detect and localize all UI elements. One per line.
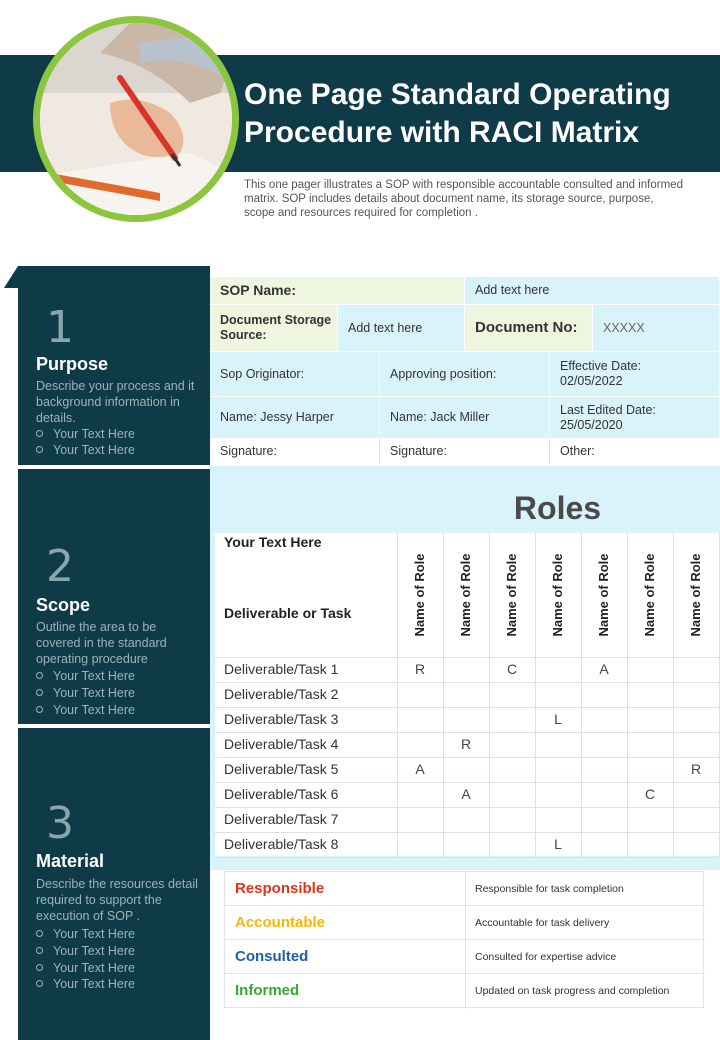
storage-label: Document Storage Source:	[210, 305, 338, 352]
task-label: Deliverable/Task 1	[224, 661, 339, 677]
bullet-icon	[36, 947, 43, 954]
bullet-icon	[36, 930, 43, 937]
page-subtitle: This one pager illustrates a SOP with responsible accountable consulted and informed matrix. SOP includes details about document name, its storage source, purpose, scope and resources required for completion .	[244, 179, 683, 219]
bullet-item: Your Text Here	[36, 702, 135, 719]
role-header: Name of Role	[688, 553, 703, 637]
section-heading: Purpose	[36, 354, 109, 374]
document-no-label: Document No:	[465, 305, 593, 352]
page-title	[244, 76, 714, 152]
section-description: Describe the resources detail required to support the execution of SOP .	[36, 877, 198, 923]
role-header: Name of Role	[458, 553, 473, 637]
legend-row	[225, 872, 705, 906]
task-label: Deliverable/Task 3	[224, 711, 339, 727]
header-photo	[40, 23, 232, 215]
bullet-item: Your Text Here	[36, 926, 135, 943]
signature-1: Signature:	[210, 439, 380, 465]
storage-value[interactable]: Add text here	[338, 305, 465, 352]
raci-cell[interactable]: R	[414, 661, 426, 677]
deliverable-column-header: Deliverable or Task	[224, 605, 352, 621]
originator-name: Name: Jessy Harper	[210, 397, 380, 439]
role-header: Name of Role	[504, 553, 519, 637]
legend-description: Responsible for task completion	[475, 883, 624, 895]
bullet-icon	[36, 706, 43, 713]
bullet-item: Your Text Here	[36, 442, 135, 459]
effective-date-value: 02/05/2022	[560, 374, 623, 388]
task-label: Deliverable/Task 8	[224, 836, 339, 852]
role-header: Name of Role	[412, 553, 427, 637]
sop-info-table	[210, 277, 720, 465]
bullet-item: Your Text Here	[36, 976, 135, 993]
originator-label: Sop Originator:	[210, 352, 380, 397]
role-header: Name of Role	[642, 553, 657, 637]
task-label: Deliverable/Task 6	[224, 786, 339, 802]
legend-row	[225, 906, 705, 940]
legend-description: Updated on task progress and completion	[475, 985, 670, 997]
effective-date	[550, 352, 720, 397]
task-label: Deliverable/Task 5	[224, 761, 339, 777]
legend-description: Consulted for expertise advice	[475, 951, 617, 963]
section-purpose	[18, 266, 210, 465]
bullet-icon	[36, 980, 43, 987]
bullet-icon	[36, 672, 43, 679]
section-scope	[18, 469, 210, 724]
legend-name: Informed	[235, 982, 300, 999]
effective-date-label: Effective Date:	[560, 359, 642, 373]
bullet-icon	[36, 689, 43, 696]
document-no-value[interactable]: XXXXX	[593, 305, 720, 352]
bullet-icon	[36, 446, 43, 453]
title-line-2: Procedure with RACI Matrix	[244, 116, 640, 149]
section-number: 3	[46, 798, 74, 849]
section-description: Outline the area to be covered in the standard operating procedure	[36, 620, 167, 666]
section-heading: Scope	[36, 595, 91, 615]
bullet-item: Your Text Here	[36, 685, 135, 702]
raci-cell[interactable]: L	[554, 711, 562, 727]
sidebar-tab	[4, 266, 18, 288]
task-label: Deliverable/Task 4	[224, 736, 339, 752]
bullet-item: Your Text Here	[36, 943, 135, 960]
bullet-item: Your Text Here	[36, 668, 135, 685]
legend-row	[225, 974, 705, 1008]
other-field: Other:	[550, 439, 720, 465]
task-label: Deliverable/Task 2	[224, 686, 339, 702]
raci-cell[interactable]: L	[554, 836, 562, 852]
grid-line	[215, 857, 719, 858]
section-material	[18, 728, 210, 1040]
raci-cell[interactable]: A	[599, 661, 609, 677]
title-line-1: One Page Standard Operating	[244, 78, 671, 111]
raci-cell[interactable]: R	[460, 736, 472, 752]
bullet-icon	[36, 964, 43, 971]
task-label: Deliverable/Task 7	[224, 811, 339, 827]
raci-cell[interactable]: A	[461, 786, 471, 802]
approving-label: Approving position:	[380, 352, 550, 397]
legend-name: Responsible	[235, 880, 325, 897]
section-number: 1	[46, 302, 74, 353]
raci-cell[interactable]: C	[644, 786, 656, 802]
legend-description: Accountable for task delivery	[475, 917, 610, 929]
raci-cell[interactable]: C	[506, 661, 518, 677]
section-description: Describe your process and it background information in details.	[36, 379, 195, 425]
raci-cell[interactable]: A	[415, 761, 425, 777]
last-edited-label: Last Edited Date:	[560, 402, 656, 417]
sop-name-label: SOP Name:	[210, 277, 465, 305]
raci-cell[interactable]: R	[690, 761, 702, 777]
role-header: Name of Role	[596, 553, 611, 637]
legend-name: Accountable	[235, 914, 326, 931]
sop-name-value[interactable]: Add text here	[465, 277, 720, 305]
header-top-text: Your Text Here	[224, 534, 322, 550]
writing-hand-illustration	[40, 23, 232, 215]
roles-title: Roles	[513, 490, 602, 526]
role-header: Name of Role	[550, 553, 565, 637]
section-number: 2	[46, 541, 74, 592]
last-edited-value: 25/05/2020	[560, 417, 623, 432]
legend-name: Consulted	[235, 948, 309, 965]
section-heading: Material	[36, 851, 105, 871]
bullet-item: Your Text Here	[36, 960, 135, 977]
last-edited-date	[550, 397, 720, 439]
signature-2: Signature:	[380, 439, 550, 465]
bullet-item: Your Text Here	[36, 426, 135, 443]
bullet-icon	[36, 430, 43, 437]
approver-name: Name: Jack Miller	[380, 397, 550, 439]
raci-legend	[224, 871, 704, 1008]
legend-row	[225, 940, 705, 974]
